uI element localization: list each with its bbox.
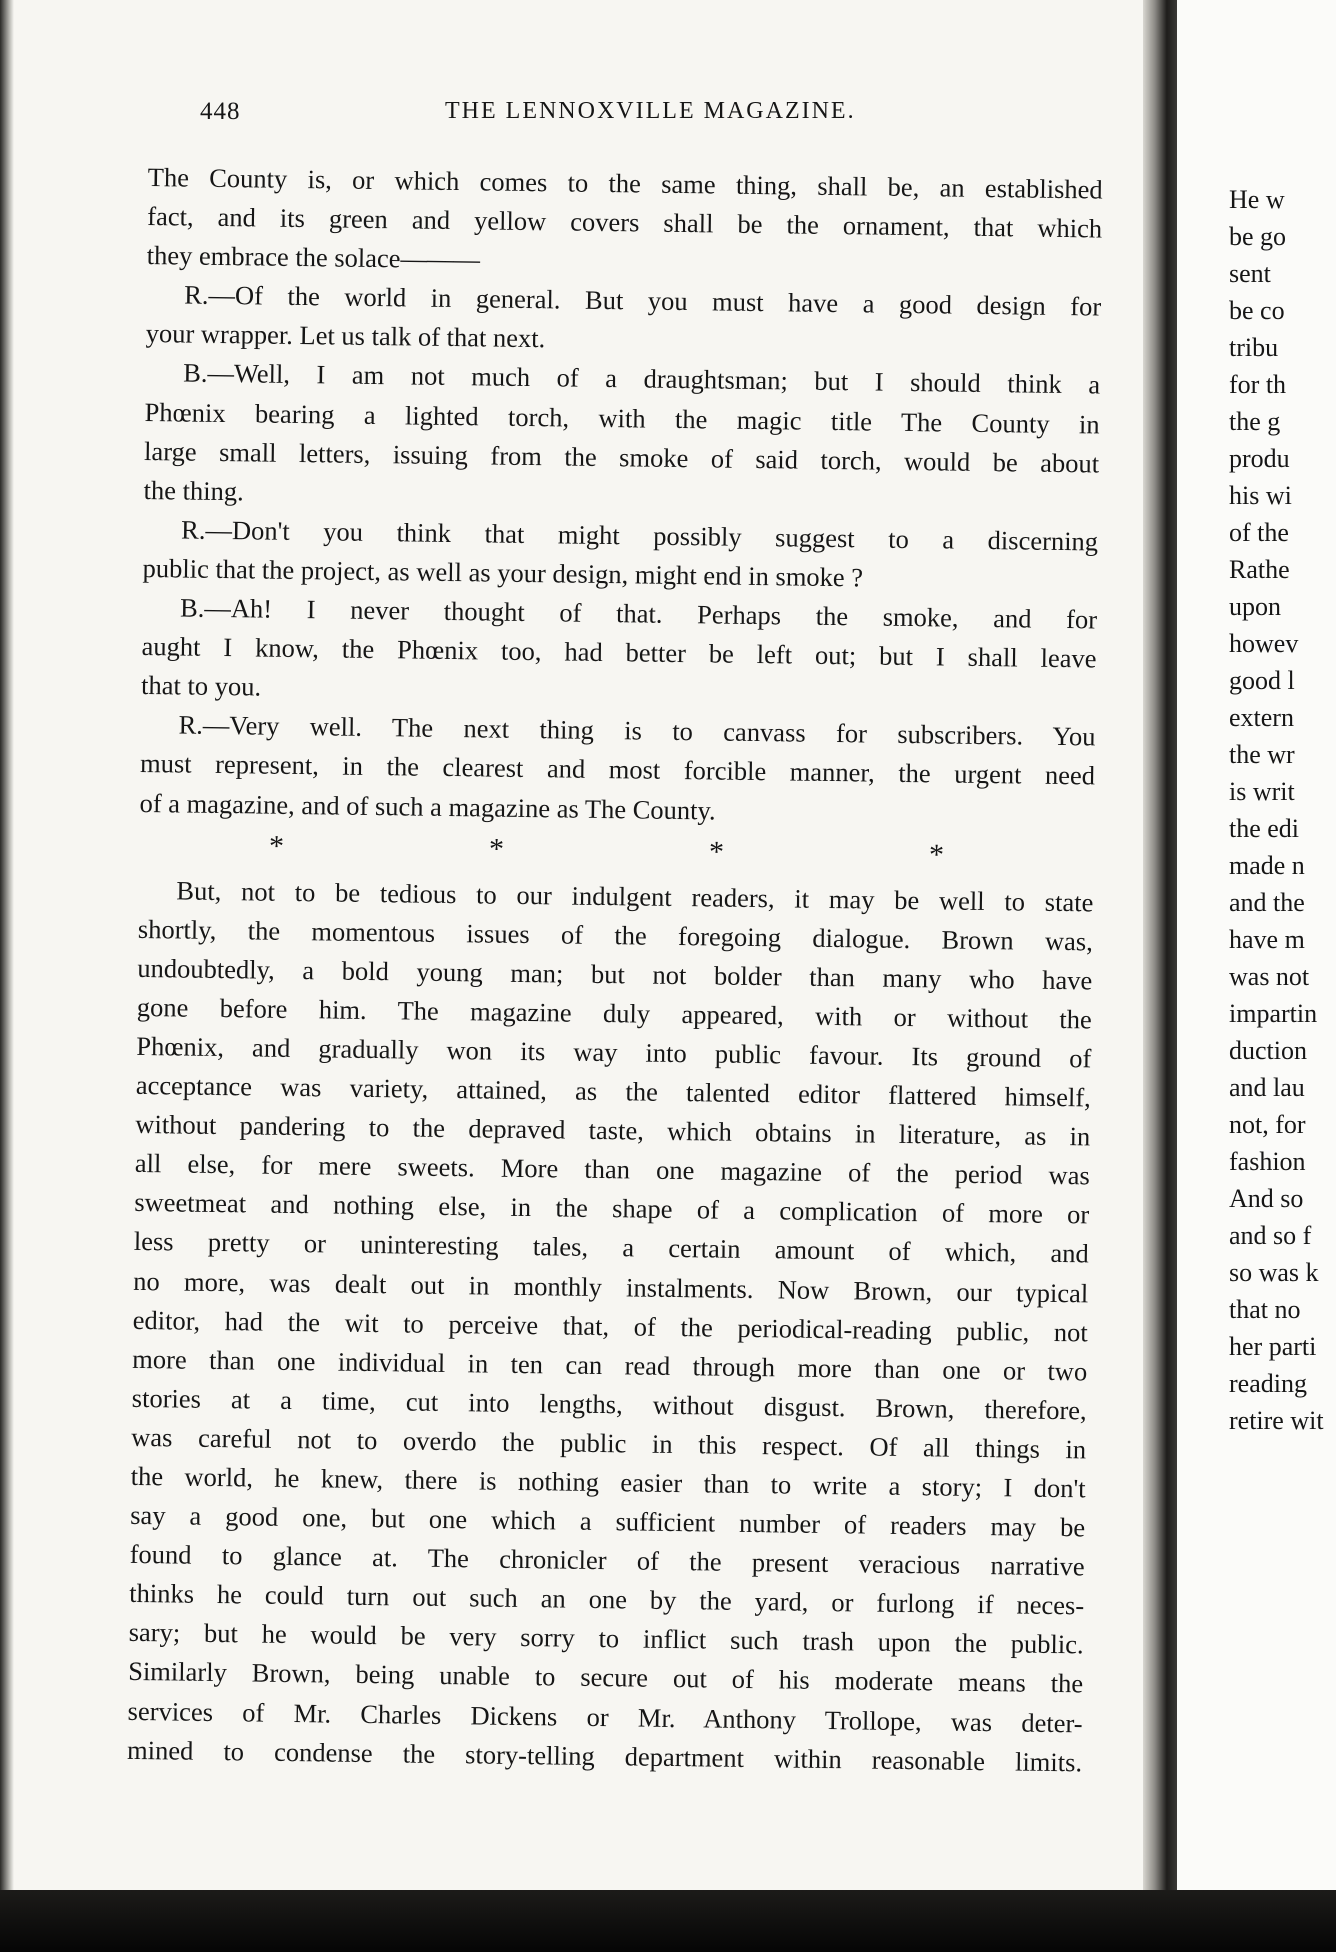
book-gutter: [1143, 0, 1177, 1952]
text-line: sary; but he would be very sorry to inflict such trash upon the public.: [128, 1617, 1084, 1660]
page-header: [200, 98, 1120, 138]
text-line: services of Mr. Charles Dickens or Mr. Anthony Trollope, was deter-: [127, 1695, 1083, 1738]
text-line: less pretty or uninteresting tales, a certain amount of which, and: [133, 1226, 1089, 1269]
right-page-line: be go: [1229, 222, 1287, 251]
right-page-line: his wi: [1229, 481, 1292, 510]
separator-asterisk: *: [928, 837, 945, 872]
right-page-line: made n: [1229, 851, 1305, 880]
right-page-line: sent: [1229, 259, 1271, 288]
text-line: undoubtedly, a bold young man; but not bolder than many who have: [137, 952, 1093, 996]
text-line: all else, for mere sweets. More than one magazine of the period was: [134, 1148, 1090, 1191]
text-line: stories at a time, cut into lengths, without disgust. Brown, therefore,: [131, 1382, 1087, 1426]
text-line: R.—Of the world in general. But you must have a good design for: [184, 279, 1102, 322]
right-page-line: is writ: [1229, 777, 1295, 806]
text-line: mined to condense the story-telling department within reasonable limits.: [126, 1734, 1083, 1778]
separator-asterisk: *: [488, 832, 505, 866]
text-line: fact, and its green and yellow covers shall be the ornament, that which: [147, 201, 1103, 244]
right-page-line: retire wit: [1229, 1406, 1324, 1435]
text-line: without pandering to the depraved taste, which obtains in literature, as in: [135, 1109, 1091, 1152]
text-line: of a magazine, and of such a magazine as The County.: [139, 787, 716, 825]
right-page-line: be co: [1229, 296, 1285, 325]
text-line: the world, he knew, there is nothing easier than to write a story; I don't: [130, 1460, 1086, 1504]
text-line: editor, had the wit to perceive that, of the periodical-reading public, not: [132, 1304, 1088, 1348]
right-page-line: good l: [1229, 666, 1295, 695]
text-line: sweetmeat and nothing else, in the shape of a complication of more or: [134, 1187, 1090, 1230]
text-line: found to glance at. The chronicler of the present veracious narrative: [129, 1539, 1085, 1582]
right-page-line: of the: [1229, 518, 1289, 547]
right-page-line: reading: [1229, 1369, 1307, 1398]
right-page-line: upon: [1229, 592, 1281, 621]
text-line: R.—Don't you think that might possibly suggest to a discerning: [180, 514, 1099, 557]
text-line: say a good one, but one which a sufficient number of readers may be: [130, 1499, 1086, 1543]
right-page-line: the edi: [1229, 814, 1300, 843]
text-line: Similarly Brown, being unable to secure out of his moderate means the: [127, 1656, 1084, 1699]
text-line: your wrapper. Let us talk of that next.: [145, 318, 546, 354]
right-page-line: that no: [1229, 1295, 1301, 1324]
text-line: public that the project, as well as your design, might end in smoke ?: [142, 552, 864, 593]
text-line: acceptance was variety, attained, as the talented editor flattered himself,: [135, 1069, 1091, 1113]
right-page-line: not, for: [1229, 1110, 1306, 1139]
text-line: was careful not to overdo the public in this respect. Of all things in: [131, 1421, 1087, 1465]
scan-bottom-edge: [0, 1890, 1336, 1952]
right-page-line: so was k: [1229, 1258, 1319, 1287]
right-page-line: tribu: [1229, 333, 1279, 362]
text-line: R.—Very well. The next thing is to canvass for subscribers. You: [178, 709, 1096, 752]
separator-asterisk: *: [708, 834, 725, 869]
text-line: no more, was dealt out in monthly instalments. Now Brown, our typical: [133, 1265, 1089, 1308]
running-title: THE LENNOXVILLE MAGAZINE.: [445, 98, 856, 124]
right-page-line: her parti: [1229, 1332, 1317, 1361]
page-number: 448: [200, 98, 241, 125]
right-page-line: duction: [1229, 1036, 1307, 1065]
right-page-line: impartin: [1229, 999, 1318, 1028]
right-page-line: produ: [1229, 444, 1290, 473]
text-line: aught I know, the Phœnix too, had better be left out; but I shall leave: [141, 631, 1097, 674]
right-page-line: the g: [1229, 407, 1281, 436]
right-page-line: howev: [1229, 629, 1299, 658]
right-page-line: Rathe: [1229, 555, 1290, 584]
text-line: B.—Well, I am not much of a draughtsman; but I should think a: [182, 357, 1101, 400]
right-page-line: and so f: [1229, 1221, 1312, 1250]
page-edge-shadow: [0, 0, 14, 1952]
right-page-line: was not: [1229, 962, 1310, 991]
text-line: But, not to be tedious to our indulgent readers, it may be well to state: [176, 875, 1094, 918]
text-line: gone before him. The magazine duly appeared, with or without the: [136, 991, 1093, 1035]
right-page: [1177, 0, 1336, 1952]
right-page-line: the wr: [1229, 740, 1295, 769]
text-line: that to you.: [140, 670, 262, 702]
text-line: they embrace the solace———: [146, 240, 481, 275]
text-line: the thing.: [143, 474, 244, 507]
right-page-line: fashion: [1229, 1147, 1306, 1176]
main-text: [127, 158, 1103, 1782]
text-line: The County is, or which comes to the same thing, shall be, an established: [147, 161, 1103, 205]
separator-asterisk: *: [268, 829, 285, 863]
right-page-line: extern: [1229, 703, 1294, 732]
text-line: B.—Ah! I never thought of that. Perhaps the smoke, and for: [179, 592, 1098, 635]
text-line: more than one individual in ten can read through more than one or two: [132, 1343, 1088, 1387]
text-line: Phœnix, and gradually won its way into public favour. Its ground of: [136, 1030, 1092, 1074]
right-page-line: for th: [1229, 370, 1287, 399]
right-page-line: and the: [1229, 888, 1305, 917]
text-line: Phœnix bearing a lighted torch, with the magic title The County in: [144, 396, 1100, 440]
text-line: thinks he could turn out such an one by the yard, or furlong if neces-: [129, 1578, 1085, 1621]
right-page-line: have m: [1229, 925, 1305, 954]
text-line: shortly, the momentous issues of the foregoing dialogue. Brown was,: [137, 913, 1094, 957]
right-page-line: and lau: [1229, 1073, 1305, 1102]
text-line: must represent, in the clearest and most forcible manner, the urgent need: [139, 748, 1096, 791]
right-page-line: And so: [1229, 1184, 1304, 1213]
text-line: large small letters, issuing from the smoke of said torch, would be about: [143, 435, 1100, 479]
right-page-line: He w: [1229, 185, 1285, 214]
